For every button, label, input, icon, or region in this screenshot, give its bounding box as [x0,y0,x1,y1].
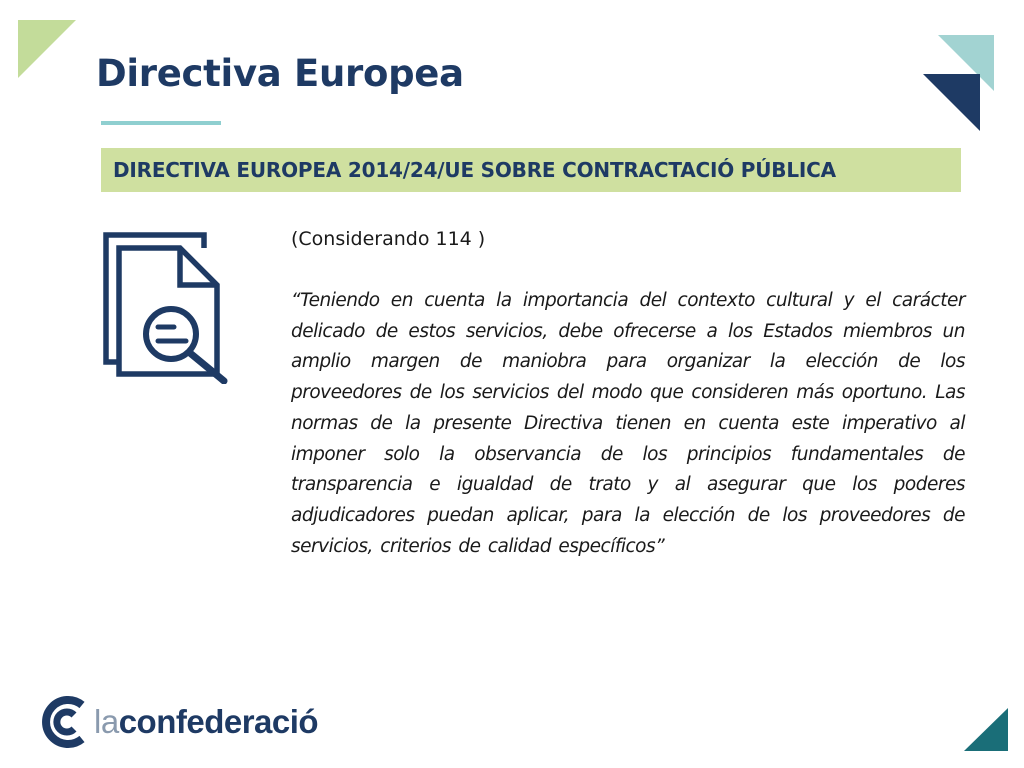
confederacio-logo [38,695,318,749]
document-search-icon [100,228,230,384]
title-underline [101,121,221,125]
page-title: Directiva Europea [96,52,464,95]
bottom-right-triangle [962,708,1010,753]
banner-text: DIRECTIVA EUROPEA 2014/24/UE SOBRE CONTRACTACIÓ PÚBLICA [113,158,836,182]
logo-name: confederació [118,703,319,740]
top-left-triangle [18,20,78,80]
logo-wordmark [94,703,318,741]
directive-banner [101,148,961,192]
logo-prefix: la [94,703,119,740]
top-right-triangles [920,34,996,132]
logo-mark-icon [38,695,88,749]
considerando-reference: (Considerando 114 ) [291,228,486,250]
directive-quote: “Teniendo en cuenta la importancia del contexto cultural y el carácter delicado de estos servicios, debe ofrecerse a los Estados miembros un amplio margen de maniobra para organizar la elección de los proveedores de los servicios del modo que consideren más oportuno. Las normas de la presente Directiva tienen en cuenta este imperativo al imponer solo la observancia de los principios fundamentales de transparencia e igualdad de trato y al asegurar que los poderes adjudicadores puedan aplicar, para la elección de los proveedores de servicios, criterios de calidad específicos” [291,290,965,557]
